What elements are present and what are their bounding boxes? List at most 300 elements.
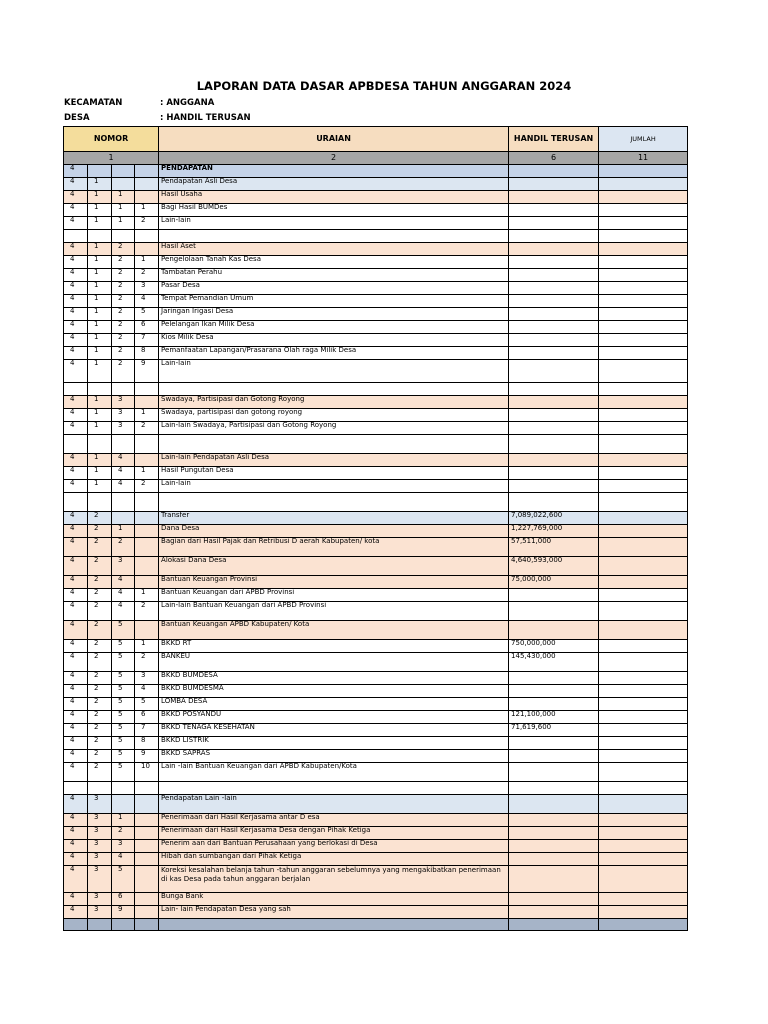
code-cell: 4 bbox=[112, 576, 135, 589]
handil-terusan-value: 71,619,600 bbox=[509, 724, 599, 737]
jumlah-value bbox=[599, 589, 688, 602]
code-cell: 4 bbox=[64, 827, 88, 840]
uraian-cell: Dana Desa bbox=[159, 525, 509, 538]
code-cell bbox=[135, 827, 159, 840]
jumlah-value bbox=[599, 866, 688, 893]
code-cell bbox=[112, 919, 135, 931]
code-cell bbox=[112, 178, 135, 191]
uraian-cell: Pengelolaan Tanah Kas Desa bbox=[159, 256, 509, 269]
uraian-cell: Penerimaan dari Hasil Kerjasama antar D esa bbox=[159, 814, 509, 827]
code-cell: 4 bbox=[64, 602, 88, 621]
code-cell bbox=[88, 493, 112, 512]
uraian-cell: Swadaya, partisipasi dan gotong royong bbox=[159, 409, 509, 422]
uraian-cell bbox=[159, 493, 509, 512]
code-cell: 3 bbox=[88, 795, 112, 814]
code-cell: 2 bbox=[135, 602, 159, 621]
index-cell: 2 bbox=[159, 152, 509, 165]
jumlah-value bbox=[599, 243, 688, 256]
code-cell: 1 bbox=[88, 178, 112, 191]
code-cell bbox=[64, 435, 88, 454]
handil-terusan-value bbox=[509, 243, 599, 256]
apbdesa-table bbox=[63, 126, 688, 931]
code-cell: 5 bbox=[112, 672, 135, 685]
jumlah-value bbox=[599, 467, 688, 480]
code-cell bbox=[88, 165, 112, 178]
code-cell: 9 bbox=[135, 360, 159, 383]
code-cell: 1 bbox=[88, 295, 112, 308]
jumlah-value bbox=[599, 602, 688, 621]
uraian-cell: LOMBA DESA bbox=[159, 698, 509, 711]
uraian-cell: Kios Milik Desa bbox=[159, 334, 509, 347]
code-cell: 4 bbox=[64, 422, 88, 435]
code-cell: 3 bbox=[88, 893, 112, 906]
code-cell bbox=[112, 782, 135, 795]
code-cell: 5 bbox=[112, 724, 135, 737]
code-cell: 7 bbox=[135, 334, 159, 347]
jumlah-value bbox=[599, 782, 688, 795]
table-row bbox=[64, 589, 688, 602]
table-row bbox=[64, 750, 688, 763]
code-cell: 5 bbox=[135, 698, 159, 711]
uraian-cell: Bagi Hasil BUMDes bbox=[159, 204, 509, 217]
code-cell: 4 bbox=[64, 576, 88, 589]
handil-terusan-value bbox=[509, 672, 599, 685]
code-cell: 3 bbox=[112, 409, 135, 422]
uraian-cell: PENDAPATAN bbox=[159, 165, 509, 178]
table-row bbox=[64, 295, 688, 308]
handil-terusan-value bbox=[509, 853, 599, 866]
uraian-cell bbox=[159, 435, 509, 454]
code-cell: 2 bbox=[112, 256, 135, 269]
code-cell: 3 bbox=[112, 557, 135, 576]
code-cell bbox=[64, 919, 88, 931]
code-cell: 4 bbox=[112, 454, 135, 467]
code-cell: 4 bbox=[112, 480, 135, 493]
handil-terusan-value: 75,000,000 bbox=[509, 576, 599, 589]
uraian-cell: BKKD BUMDESMA bbox=[159, 685, 509, 698]
uraian-cell: Lain-lain Pendapatan Asli Desa bbox=[159, 454, 509, 467]
table-row bbox=[64, 763, 688, 782]
handil-terusan-value bbox=[509, 893, 599, 906]
jumlah-value bbox=[599, 724, 688, 737]
header-handil-terusan: HANDIL TERUSAN bbox=[509, 127, 599, 152]
table-row bbox=[64, 409, 688, 422]
handil-terusan-value bbox=[509, 178, 599, 191]
code-cell bbox=[135, 493, 159, 512]
code-cell bbox=[135, 191, 159, 204]
jumlah-value bbox=[599, 557, 688, 576]
code-cell: 4 bbox=[112, 602, 135, 621]
jumlah-value bbox=[599, 454, 688, 467]
code-cell bbox=[64, 230, 88, 243]
code-cell: 1 bbox=[88, 191, 112, 204]
code-cell: 4 bbox=[64, 840, 88, 853]
code-cell: 3 bbox=[135, 672, 159, 685]
uraian-cell: Bunga Bank bbox=[159, 893, 509, 906]
code-cell: 4 bbox=[64, 191, 88, 204]
code-cell: 1 bbox=[88, 321, 112, 334]
table-row bbox=[64, 321, 688, 334]
jumlah-value bbox=[599, 191, 688, 204]
code-cell: 4 bbox=[64, 795, 88, 814]
jumlah-value bbox=[599, 165, 688, 178]
code-cell: 6 bbox=[135, 321, 159, 334]
code-cell: 1 bbox=[88, 480, 112, 493]
table-row bbox=[64, 230, 688, 243]
code-cell: 9 bbox=[135, 750, 159, 763]
code-cell bbox=[88, 782, 112, 795]
uraian-cell: Lain-lain bbox=[159, 217, 509, 230]
table-row bbox=[64, 480, 688, 493]
code-cell: 5 bbox=[112, 737, 135, 750]
uraian-cell: Pelelangan Ikan Milik Desa bbox=[159, 321, 509, 334]
code-cell bbox=[112, 383, 135, 396]
table-row bbox=[64, 827, 688, 840]
table-row bbox=[64, 737, 688, 750]
handil-terusan-value bbox=[509, 814, 599, 827]
code-cell: 4 bbox=[64, 853, 88, 866]
jumlah-value bbox=[599, 711, 688, 724]
code-cell bbox=[135, 919, 159, 931]
code-cell: 4 bbox=[64, 737, 88, 750]
code-cell: 4 bbox=[112, 467, 135, 480]
code-cell bbox=[88, 230, 112, 243]
code-cell bbox=[135, 840, 159, 853]
jumlah-value bbox=[599, 383, 688, 396]
table-row bbox=[64, 814, 688, 827]
jumlah-value bbox=[599, 334, 688, 347]
code-cell: 2 bbox=[135, 480, 159, 493]
code-cell bbox=[135, 454, 159, 467]
code-cell: 2 bbox=[112, 538, 135, 557]
code-cell: 1 bbox=[88, 360, 112, 383]
code-cell: 1 bbox=[135, 640, 159, 653]
jumlah-value bbox=[599, 295, 688, 308]
header-uraian: URAIAN bbox=[159, 127, 509, 152]
code-cell: 4 bbox=[64, 409, 88, 422]
table-row bbox=[64, 512, 688, 525]
table-row bbox=[64, 334, 688, 347]
handil-terusan-value bbox=[509, 396, 599, 409]
header-row bbox=[64, 127, 688, 152]
code-cell: 1 bbox=[135, 467, 159, 480]
code-cell: 1 bbox=[88, 334, 112, 347]
uraian-cell: BKKD TENAGA KESEHATAN bbox=[159, 724, 509, 737]
handil-terusan-value bbox=[509, 282, 599, 295]
uraian-cell bbox=[159, 230, 509, 243]
code-cell bbox=[135, 906, 159, 919]
handil-terusan-value bbox=[509, 454, 599, 467]
jumlah-value bbox=[599, 435, 688, 454]
jumlah-value bbox=[599, 525, 688, 538]
uraian-cell: Alokasi Dana Desa bbox=[159, 557, 509, 576]
handil-terusan-value: 1,227,769,000 bbox=[509, 525, 599, 538]
handil-terusan-value bbox=[509, 360, 599, 383]
code-cell: 2 bbox=[88, 685, 112, 698]
handil-terusan-value bbox=[509, 763, 599, 782]
handil-terusan-value: 750,000,000 bbox=[509, 640, 599, 653]
uraian-cell: Tempat Pemandian Umum bbox=[159, 295, 509, 308]
code-cell: 1 bbox=[135, 256, 159, 269]
jumlah-value bbox=[599, 230, 688, 243]
index-cell: 1 bbox=[64, 152, 159, 165]
handil-terusan-value bbox=[509, 480, 599, 493]
code-cell: 2 bbox=[112, 243, 135, 256]
code-cell: 6 bbox=[112, 893, 135, 906]
uraian-cell bbox=[159, 383, 509, 396]
code-cell bbox=[135, 243, 159, 256]
handil-terusan-value bbox=[509, 422, 599, 435]
code-cell: 2 bbox=[112, 308, 135, 321]
code-cell bbox=[135, 621, 159, 640]
handil-terusan-value bbox=[509, 409, 599, 422]
code-cell: 2 bbox=[88, 525, 112, 538]
table-row bbox=[64, 538, 688, 557]
code-cell bbox=[112, 165, 135, 178]
code-cell: 4 bbox=[64, 256, 88, 269]
uraian-cell: Transfer bbox=[159, 512, 509, 525]
code-cell: 4 bbox=[64, 866, 88, 893]
handil-terusan-value bbox=[509, 906, 599, 919]
code-cell: 1 bbox=[88, 347, 112, 360]
code-cell: 1 bbox=[88, 308, 112, 321]
code-cell: 4 bbox=[135, 295, 159, 308]
uraian-cell: BANKEU bbox=[159, 653, 509, 672]
code-cell: 10 bbox=[135, 763, 159, 782]
uraian-cell: Lain-lain Bantuan Keuangan dari APBD Provinsi bbox=[159, 602, 509, 621]
code-cell: 4 bbox=[64, 893, 88, 906]
handil-terusan-value bbox=[509, 840, 599, 853]
uraian-cell: Lain-lain bbox=[159, 360, 509, 383]
header-jumlah: JUMLAH bbox=[599, 127, 688, 152]
table-row bbox=[64, 493, 688, 512]
uraian-cell: Lain-lain Swadaya, Partisipasi dan Gotong Royong bbox=[159, 422, 509, 435]
code-cell: 8 bbox=[135, 737, 159, 750]
table-row bbox=[64, 467, 688, 480]
kecamatan-value: : ANGGANA bbox=[160, 98, 215, 108]
jumlah-value bbox=[599, 621, 688, 640]
code-cell: 3 bbox=[112, 840, 135, 853]
column-index-row bbox=[64, 152, 688, 165]
uraian-cell: Bantuan Keuangan Provinsi bbox=[159, 576, 509, 589]
handil-terusan-value bbox=[509, 795, 599, 814]
code-cell: 5 bbox=[112, 750, 135, 763]
code-cell: 1 bbox=[88, 409, 112, 422]
jumlah-value bbox=[599, 360, 688, 383]
code-cell: 1 bbox=[88, 282, 112, 295]
code-cell: 4 bbox=[64, 653, 88, 672]
code-cell: 5 bbox=[112, 621, 135, 640]
table-row bbox=[64, 640, 688, 653]
code-cell bbox=[88, 383, 112, 396]
handil-terusan-value bbox=[509, 321, 599, 334]
uraian-cell bbox=[159, 919, 509, 931]
table-row bbox=[64, 256, 688, 269]
code-cell: 4 bbox=[64, 178, 88, 191]
jumlah-value bbox=[599, 409, 688, 422]
jumlah-value bbox=[599, 493, 688, 512]
code-cell: 8 bbox=[135, 347, 159, 360]
code-cell: 2 bbox=[88, 621, 112, 640]
handil-terusan-value: 145,430,000 bbox=[509, 653, 599, 672]
jumlah-value bbox=[599, 512, 688, 525]
handil-terusan-value bbox=[509, 698, 599, 711]
code-cell: 4 bbox=[64, 334, 88, 347]
code-cell: 2 bbox=[88, 711, 112, 724]
table-row bbox=[64, 711, 688, 724]
table-row bbox=[64, 383, 688, 396]
handil-terusan-value: 7,089,022,600 bbox=[509, 512, 599, 525]
report-title: LAPORAN DATA DASAR APBDESA TAHUN ANGGARAN 2024 bbox=[196, 79, 572, 93]
code-cell: 4 bbox=[64, 282, 88, 295]
code-cell: 4 bbox=[64, 538, 88, 557]
jumlah-value bbox=[599, 827, 688, 840]
uraian-cell: BKKD RT bbox=[159, 640, 509, 653]
jumlah-value bbox=[599, 750, 688, 763]
code-cell: 4 bbox=[64, 269, 88, 282]
jumlah-value bbox=[599, 422, 688, 435]
code-cell: 4 bbox=[64, 672, 88, 685]
code-cell: 4 bbox=[64, 165, 88, 178]
handil-terusan-value: 121,100,000 bbox=[509, 711, 599, 724]
table-row bbox=[64, 454, 688, 467]
code-cell bbox=[135, 814, 159, 827]
code-cell bbox=[135, 435, 159, 454]
code-cell: 4 bbox=[64, 396, 88, 409]
handil-terusan-value bbox=[509, 827, 599, 840]
jumlah-value bbox=[599, 763, 688, 782]
uraian-cell: Hasil Usaha bbox=[159, 191, 509, 204]
code-cell bbox=[135, 525, 159, 538]
code-cell: 4 bbox=[64, 557, 88, 576]
code-cell: 2 bbox=[135, 422, 159, 435]
jumlah-value bbox=[599, 698, 688, 711]
code-cell: 4 bbox=[64, 308, 88, 321]
code-cell: 4 bbox=[64, 512, 88, 525]
code-cell: 2 bbox=[88, 672, 112, 685]
jumlah-value bbox=[599, 906, 688, 919]
code-cell: 1 bbox=[112, 191, 135, 204]
code-cell: 2 bbox=[112, 827, 135, 840]
table-row bbox=[64, 191, 688, 204]
code-cell: 1 bbox=[135, 409, 159, 422]
code-cell bbox=[135, 512, 159, 525]
uraian-cell: BKKD LISTRIK bbox=[159, 737, 509, 750]
uraian-cell: Swadaya, Partisipasi dan Gotong Royong bbox=[159, 396, 509, 409]
code-cell: 2 bbox=[88, 724, 112, 737]
handil-terusan-value bbox=[509, 685, 599, 698]
code-cell: 2 bbox=[112, 347, 135, 360]
code-cell: 2 bbox=[112, 360, 135, 383]
code-cell bbox=[135, 230, 159, 243]
handil-terusan-value bbox=[509, 467, 599, 480]
code-cell: 4 bbox=[64, 360, 88, 383]
uraian-cell: Penerimaan dari Hasil Kerjasama Desa dengan Pihak Ketiga bbox=[159, 827, 509, 840]
uraian-cell: BKKD SAPRAS bbox=[159, 750, 509, 763]
uraian-cell: Hasil Pungutan Desa bbox=[159, 467, 509, 480]
handil-terusan-value bbox=[509, 217, 599, 230]
jumlah-value bbox=[599, 814, 688, 827]
uraian-cell: Pasar Desa bbox=[159, 282, 509, 295]
table-row bbox=[64, 435, 688, 454]
uraian-cell: Lain- lain Pendapatan Desa yang sah bbox=[159, 906, 509, 919]
uraian-cell: Bantuan Keuangan dari APBD Provinsi bbox=[159, 589, 509, 602]
jumlah-value bbox=[599, 853, 688, 866]
jumlah-value bbox=[599, 480, 688, 493]
table-row bbox=[64, 308, 688, 321]
code-cell: 2 bbox=[112, 321, 135, 334]
handil-terusan-value bbox=[509, 269, 599, 282]
code-cell: 9 bbox=[112, 906, 135, 919]
code-cell: 2 bbox=[88, 512, 112, 525]
code-cell bbox=[135, 396, 159, 409]
code-cell: 2 bbox=[135, 217, 159, 230]
jumlah-value bbox=[599, 685, 688, 698]
code-cell bbox=[135, 576, 159, 589]
jumlah-value bbox=[599, 893, 688, 906]
code-cell bbox=[112, 493, 135, 512]
table-row bbox=[64, 782, 688, 795]
code-cell: 4 bbox=[64, 750, 88, 763]
desa-label: DESA bbox=[64, 113, 90, 123]
jumlah-value bbox=[599, 640, 688, 653]
code-cell: 2 bbox=[88, 763, 112, 782]
code-cell: 4 bbox=[64, 685, 88, 698]
code-cell: 4 bbox=[112, 589, 135, 602]
code-cell: 2 bbox=[88, 589, 112, 602]
table-row bbox=[64, 653, 688, 672]
uraian-cell: Koreksi kesalahan belanja tahun -tahun anggaran sebelumnya yang mengakibatkan penerimaan di kas Desa pada tahun anggaran berjalan bbox=[159, 866, 509, 893]
code-cell: 4 bbox=[64, 711, 88, 724]
code-cell: 2 bbox=[88, 750, 112, 763]
code-cell: 1 bbox=[112, 217, 135, 230]
table-row bbox=[64, 525, 688, 538]
code-cell: 4 bbox=[64, 347, 88, 360]
code-cell: 4 bbox=[64, 525, 88, 538]
code-cell: 2 bbox=[112, 295, 135, 308]
code-cell: 1 bbox=[112, 204, 135, 217]
code-cell: 4 bbox=[64, 698, 88, 711]
code-cell: 1 bbox=[135, 204, 159, 217]
code-cell bbox=[135, 557, 159, 576]
code-cell: 5 bbox=[112, 711, 135, 724]
jumlah-value bbox=[599, 308, 688, 321]
handil-terusan-value bbox=[509, 165, 599, 178]
jumlah-value bbox=[599, 321, 688, 334]
uraian-cell: Tambatan Perahu bbox=[159, 269, 509, 282]
code-cell: 4 bbox=[64, 621, 88, 640]
handil-terusan-value bbox=[509, 621, 599, 640]
code-cell: 7 bbox=[135, 724, 159, 737]
table-row bbox=[64, 724, 688, 737]
handil-terusan-value bbox=[509, 295, 599, 308]
uraian-cell: BKKD BUMDESA bbox=[159, 672, 509, 685]
handil-terusan-value bbox=[509, 866, 599, 893]
uraian-cell: Bantuan Keuangan APBD Kabupaten/ Kota bbox=[159, 621, 509, 640]
code-cell: 4 bbox=[112, 853, 135, 866]
table-row bbox=[64, 621, 688, 640]
code-cell: 3 bbox=[135, 282, 159, 295]
table-row bbox=[64, 243, 688, 256]
code-cell: 4 bbox=[64, 763, 88, 782]
uraian-cell: Hibah dan sumbangan dari Pihak Ketiga bbox=[159, 853, 509, 866]
code-cell: 1 bbox=[88, 269, 112, 282]
uraian-cell: Jaringan Irigasi Desa bbox=[159, 308, 509, 321]
uraian-cell: Pendapatan Asli Desa bbox=[159, 178, 509, 191]
code-cell: 4 bbox=[64, 217, 88, 230]
code-cell: 4 bbox=[64, 321, 88, 334]
handil-terusan-value bbox=[509, 589, 599, 602]
